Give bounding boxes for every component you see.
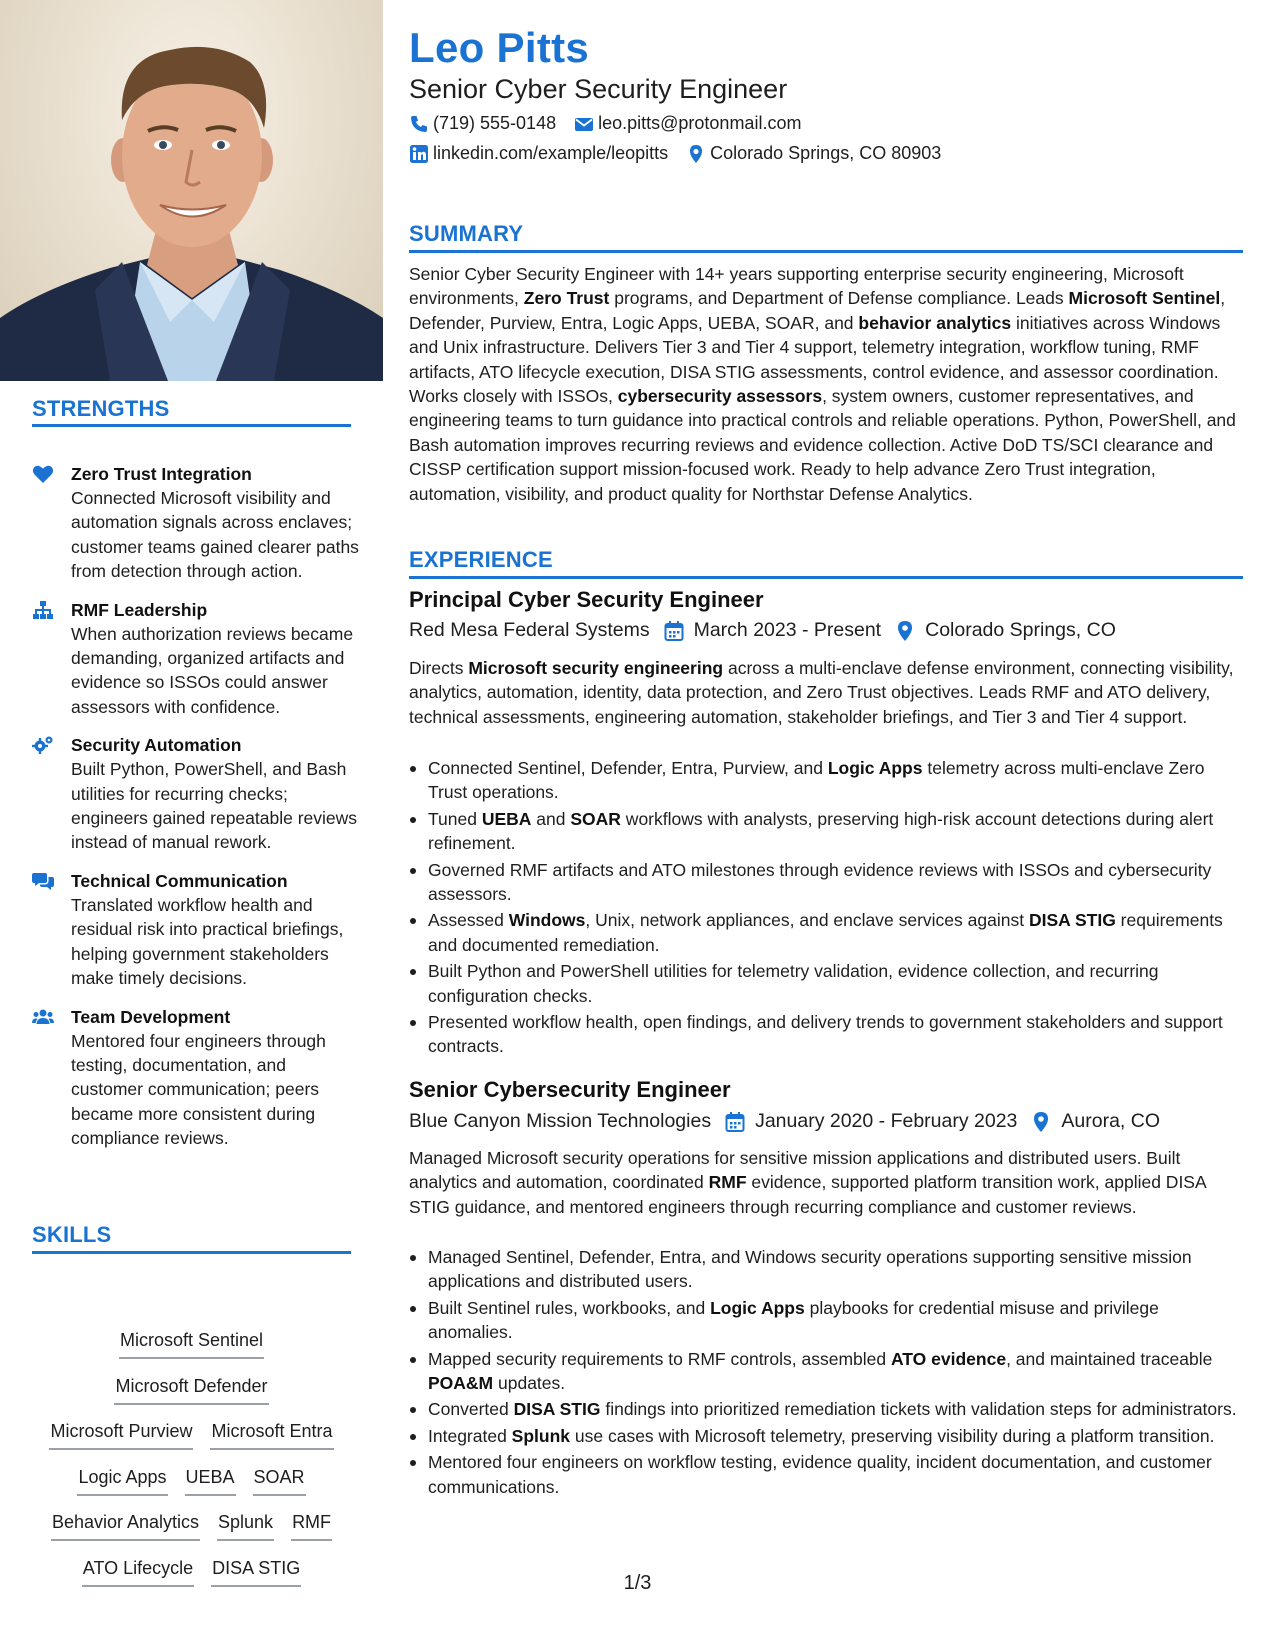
text-segment: , Unix, network appliances, and enclave services against: [585, 910, 1029, 931]
job-title: Senior Cybersecurity Engineer: [409, 1077, 731, 1102]
bold-keyword: Windows: [508, 910, 586, 931]
bold-keyword: cybersecurity assessors: [617, 386, 823, 407]
linkedin-url[interactable]: linkedin.com/example/leopitts: [433, 143, 669, 163]
strength-description: Built Python, PowerShell, and Bash utilities for recurring checks; engineers gained repeatable reviews instead of manual rework.: [71, 759, 358, 853]
skill-row: [32, 1328, 351, 1374]
text-segment: , Defender, Purview, Entra, Logic Apps, UEBA, SOAR, and: [409, 288, 1226, 333]
text-segment: Integrated: [428, 1425, 512, 1446]
profile-photo: [0, 0, 383, 381]
experience-heading: EXPERIENCE: [409, 547, 553, 572]
job-bullet: [409, 1450, 1243, 1499]
linkedin-icon: [409, 144, 429, 164]
text-segment: telemetry across multi-enclave Zero Trust operations.: [428, 758, 1205, 803]
text-segment: Built Sentinel rules, workbooks, and: [428, 1297, 711, 1318]
text-segment: Managed Sentinel, Defender, Entra, and Windows security operations supporting sensitive mission applications and distributed users.: [428, 1247, 1192, 1292]
text-segment: Converted: [428, 1399, 514, 1420]
strength-title: Zero Trust Integration: [71, 464, 252, 484]
skill-tag: Microsoft Sentinel: [119, 1328, 264, 1359]
strength-item: [32, 462, 362, 584]
text-segment: Senior Cyber Security Engineer with 14+ years supporting enterprise security engineering, Microsoft environments,: [409, 264, 1184, 309]
text-segment: programs, and Department of Defense compliance. Leads: [609, 288, 1069, 309]
bold-keyword: Zero Trust: [523, 288, 610, 309]
skill-tag: DISA STIG: [211, 1556, 301, 1587]
strengths-divider: [32, 424, 351, 427]
candidate-name: Leo Pitts: [409, 24, 590, 71]
text-segment: workflows with analysts, preserving high-risk account detections during alert refinement.: [428, 808, 1214, 854]
text-segment: Mentored four engineers on workflow testing, evidence quality, incident documentation, and customer communications.: [428, 1452, 1212, 1497]
job-description: [409, 1146, 1243, 1219]
text-segment: Presented workflow health, open findings, and delivery trends to government stakeholders and support contracts.: [428, 1012, 1223, 1057]
skill-row: [32, 1374, 351, 1420]
email-address[interactable]: leo.pitts@protonmail.com: [598, 113, 802, 133]
text-segment: requirements and documented remediation.: [428, 910, 1223, 955]
text-segment: and: [531, 808, 571, 829]
map-pin-icon: [1031, 1111, 1051, 1133]
job-meta: [409, 1110, 1160, 1133]
skill-tag: RMF: [291, 1510, 332, 1541]
job-bullet: [409, 807, 1243, 856]
calendar-icon: [725, 1111, 745, 1133]
page-number: 1/3: [623, 1572, 652, 1594]
strength-description: Translated workflow health and residual risk into practical briefings, helping government stakeholders make timely decisions.: [71, 894, 344, 989]
skill-row: [32, 1465, 351, 1511]
job-bullet: [409, 1397, 1243, 1421]
bold-keyword: Logic Apps: [710, 1297, 805, 1318]
text-segment: use cases with Microsoft telemetry, preserving visibility during a platform transition.: [570, 1425, 1215, 1446]
bold-keyword: Splunk: [511, 1425, 571, 1446]
bold-keyword: Microsoft security engineering: [468, 658, 724, 678]
strength-item: [32, 869, 362, 991]
skill-tag: Microsoft Entra: [210, 1419, 333, 1450]
map-pin-icon: [895, 620, 915, 642]
strength-description: Connected Microsoft visibility and automation signals across enclaves; customer teams gained clearer paths from detection through action.: [71, 488, 359, 582]
skills-heading: SKILLS: [32, 1222, 112, 1247]
chat-bubbles-icon: [32, 871, 54, 891]
strength-description: Mentored four engineers through testing, documentation, and customer communication; peers became more consistent during compliance reviews.: [71, 1030, 326, 1149]
summary-text: [409, 262, 1243, 506]
phone-number[interactable]: (719) 555-0148: [433, 113, 557, 133]
job-location: Colorado Springs, CO: [925, 619, 1116, 641]
job-bullet: [409, 858, 1243, 907]
text-segment: Managed Microsoft security operations for sensitive mission applications and distributed users. Built analytics and automation, coordinated: [409, 1148, 1181, 1193]
strength-title: Security Automation: [71, 735, 242, 756]
text-segment: playbooks for credential misuse and privilege anomalies.: [428, 1297, 1159, 1343]
summary-divider: [409, 250, 1243, 253]
skill-tag: Microsoft Purview: [49, 1419, 193, 1450]
skill-tag: Splunk: [217, 1510, 274, 1541]
job-bullet: [409, 959, 1243, 1008]
job-title: Principal Cyber Security Engineer: [409, 587, 764, 612]
sitemap-icon: [32, 600, 54, 620]
skill-row: [32, 1510, 351, 1556]
bold-keyword: POA&M: [428, 1373, 494, 1394]
strength-item: [32, 1005, 362, 1151]
skill-tag: SOAR: [253, 1465, 306, 1496]
skill-row: [32, 1419, 351, 1465]
strength-title: RMF Leadership: [71, 599, 208, 620]
bold-keyword: SOAR: [570, 808, 621, 829]
skill-tag: Logic Apps: [77, 1465, 167, 1496]
skill-tag: ATO Lifecycle: [82, 1556, 194, 1587]
text-segment: , and maintained traceable: [1006, 1348, 1213, 1369]
bold-keyword: DISA STIG: [513, 1399, 601, 1420]
text-segment: Mapped security requirements to RMF controls, assembled: [428, 1348, 891, 1369]
job-bullet: [409, 1010, 1243, 1059]
text-segment: initiatives across Windows and Unix infrastructure. Delivers Tier 3 and Tier 4 support, telemetry integration, workflow tuning, RMF artifacts, ATO lifecycle execution, DISA STIG assessments, control evidence, and assessor coordination. Works closely with ISSOs,: [409, 312, 1221, 407]
job-bullet: [409, 1347, 1243, 1396]
strengths-list: [32, 462, 362, 1165]
job-bullet: [409, 1424, 1243, 1448]
job-bullet: [409, 908, 1243, 957]
bold-keyword: ATO evidence: [890, 1348, 1007, 1369]
job-dates: March 2023 - Present: [693, 619, 882, 641]
text-segment: , system owners, customer representatives, and engineering teams to turn guidance into practical controls and reliable operations. Python, PowerShell, and Bash automation improves recurring reviews and evidence collection. Active DoD TS/SCI clearance and CISSP certification support mission-focused work. Ready to help advance Zero Trust integration, automation, visibility, and product quality for Northstar Defense Analytics.: [409, 386, 1236, 504]
text-segment: findings into prioritized remediation tickets with validation steps for administrators.: [600, 1399, 1237, 1420]
bold-keyword: Logic Apps: [827, 758, 923, 778]
job-dates: January 2020 - February 2023: [755, 1110, 1018, 1132]
skill-tag: UEBA: [185, 1465, 236, 1496]
bold-keyword: Microsoft Sentinel: [1068, 288, 1221, 309]
skill-tag: Behavior Analytics: [51, 1510, 200, 1541]
strength-item: [32, 733, 362, 855]
contact-row-2: [409, 143, 941, 164]
job-company: Red Mesa Federal Systems: [409, 619, 650, 641]
strengths-heading: STRENGTHS: [32, 396, 170, 421]
job-bullet: [409, 1245, 1243, 1294]
job-bullet: [409, 1296, 1243, 1345]
strength-title: Team Development: [71, 1006, 231, 1027]
text-segment: Assessed: [428, 910, 509, 931]
strength-item: [32, 598, 362, 720]
map-pin-icon: [686, 144, 706, 164]
summary-heading: SUMMARY: [409, 221, 524, 246]
location: Colorado Springs, CO 80903: [710, 143, 942, 163]
users-icon: [32, 1007, 54, 1027]
strength-description: When authorization reviews became demanding, organized artifacts and evidence so ISSOs could answer assessors with confidence.: [71, 623, 354, 717]
skill-tag: Microsoft Defender: [114, 1374, 268, 1405]
bold-keyword: DISA STIG: [1028, 910, 1116, 931]
experience-divider: [409, 576, 1243, 579]
bold-keyword: behavior analytics: [858, 312, 1012, 333]
gears-icon: [32, 735, 54, 755]
job-bullets: [409, 756, 1243, 1061]
text-segment: Connected Sentinel, Defender, Entra, Purview, and: [428, 758, 828, 778]
left-column: [0, 0, 383, 1650]
job-location: Aurora, CO: [1061, 1110, 1161, 1132]
job-description: [409, 656, 1243, 729]
job-company: Blue Canyon Mission Technologies: [409, 1110, 712, 1132]
bold-keyword: UEBA: [481, 808, 532, 829]
skills-list: [32, 1328, 351, 1601]
phone-icon: [409, 114, 429, 134]
bold-keyword: RMF: [708, 1172, 747, 1193]
candidate-headline: Senior Cyber Security Engineer: [409, 74, 788, 104]
envelope-icon: [574, 114, 594, 134]
text-segment: across a multi-enclave defense environment, connecting visibility, analytics, automation, identity, data protection, and Zero Trust objectives. Leads RMF and ATO delivery, technical assessments, engineering automation, stakeholder briefings, and Tier 3 and Tier 4 support.: [409, 658, 1234, 727]
text-segment: Governed RMF artifacts and ATO milestones through evidence reviews with ISSOs and cybersecurity assessors.: [428, 859, 1212, 905]
heart-icon: [32, 464, 54, 484]
text-segment: Tuned: [428, 808, 482, 829]
text-segment: Directs: [409, 658, 469, 678]
job-meta: [409, 619, 1116, 642]
skills-divider: [32, 1251, 351, 1254]
text-segment: Built Python and PowerShell utilities for telemetry validation, evidence collection, and recurring configuration checks.: [428, 961, 1159, 1006]
job-bullets: [409, 1245, 1243, 1501]
job-bullet: [409, 756, 1243, 805]
calendar-icon: [664, 620, 684, 642]
text-segment: updates.: [493, 1373, 566, 1394]
strength-title: Technical Communication: [71, 870, 288, 891]
contact-row-1: [409, 113, 801, 134]
text-segment: evidence, supported platform transition work, applied DISA STIG guidance, and mentored engineers through recurring compliance and customer reviews.: [409, 1172, 1206, 1217]
